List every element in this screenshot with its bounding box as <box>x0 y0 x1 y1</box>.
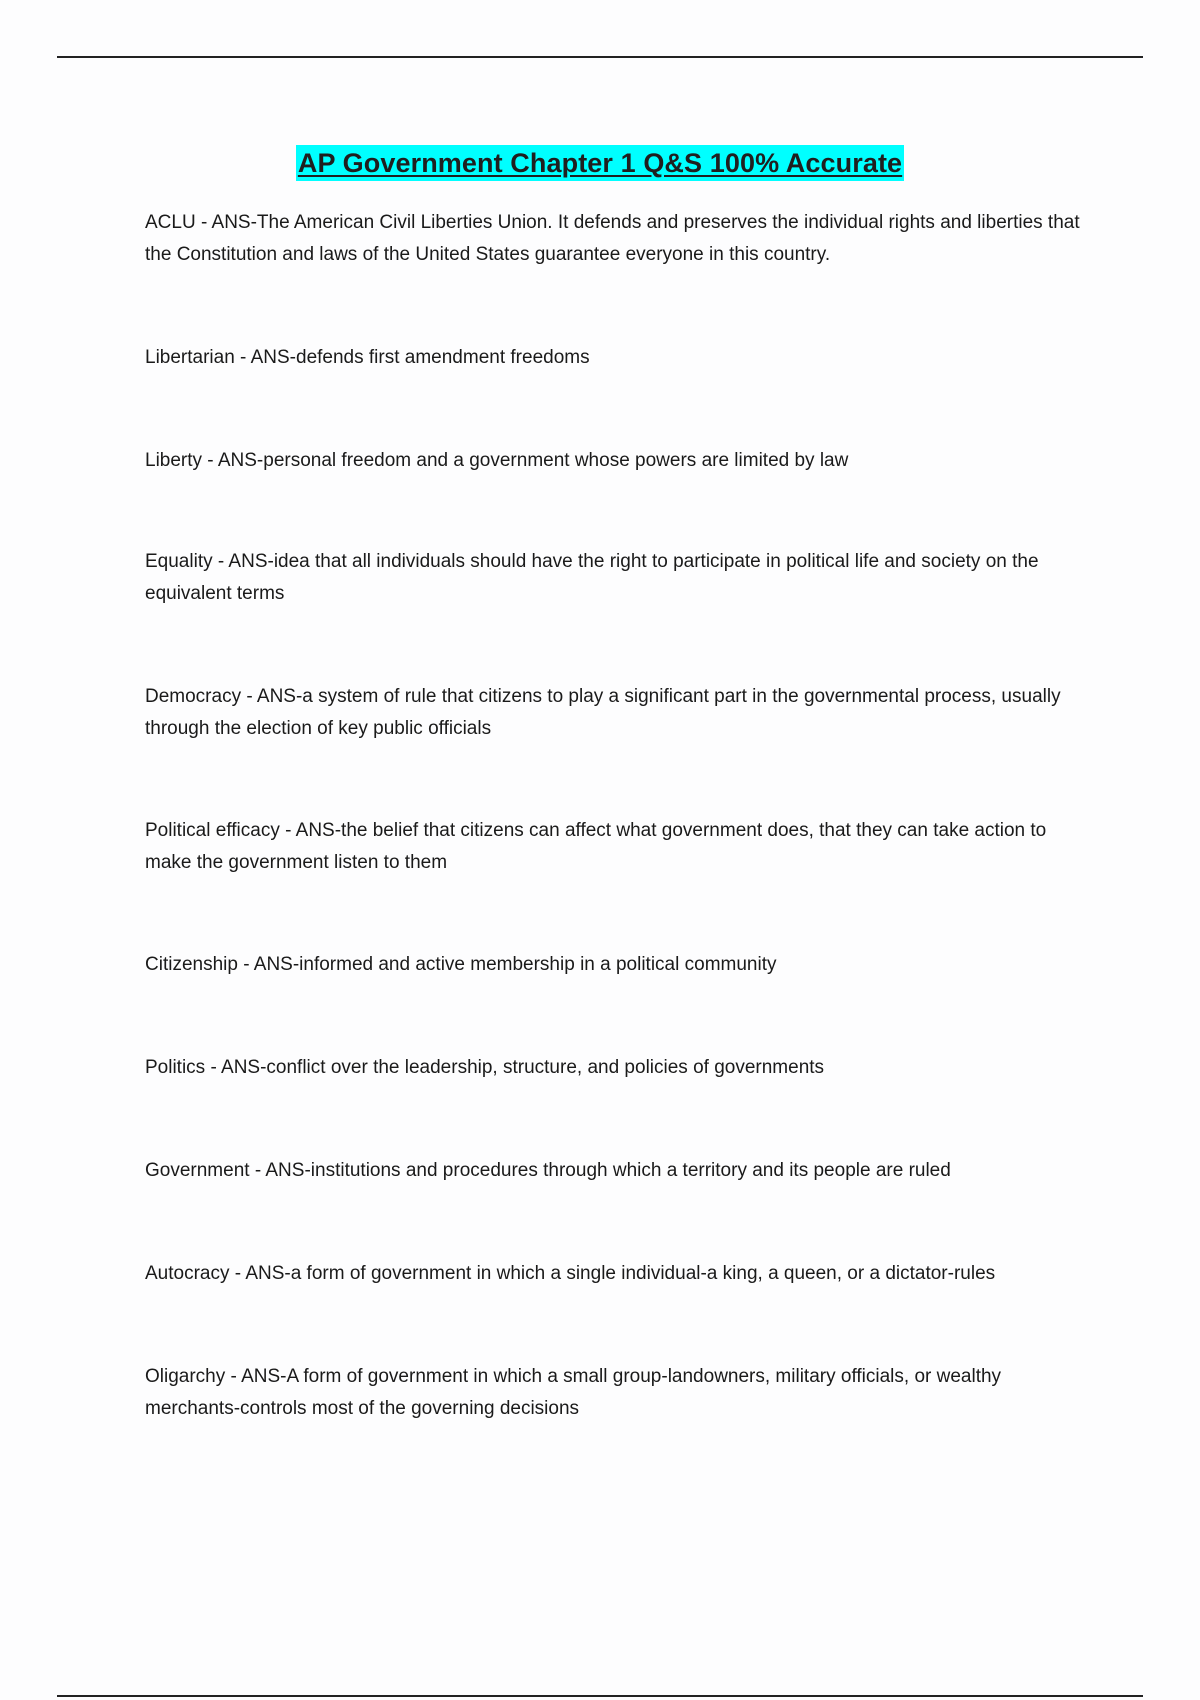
qa-entry-oligarchy: Oligarchy - ANS-A form of government in which a small group-landowners, military officials, or wealthy merchants-controls most of the governing decisions <box>145 1366 1002 1419</box>
qa-entry-government: Government - ANS-institutions and procedures through which a territory and its people are ruled <box>145 1160 951 1181</box>
qa-entry-liberty: Liberty - ANS-personal freedom and a government whose powers are limited by law <box>145 450 849 471</box>
title-container <box>0 145 1200 181</box>
header-rule <box>57 56 1143 58</box>
qa-entry-libertarian: Libertarian - ANS-defends first amendment freedoms <box>145 347 590 368</box>
document-title: AP Government Chapter 1 Q&S 100% Accurate <box>296 145 904 181</box>
qa-entry-autocracy: Autocracy - ANS-a form of government in which a single individual-a king, a queen, or a dictator-rules <box>145 1263 996 1284</box>
qa-entry-equality: Equality - ANS-idea that all individuals should have the right to participate in political life and society on the equivalent terms <box>145 551 1039 604</box>
qa-entry-aclu: ACLU - ANS-The American Civil Liberties Union. It defends and preserves the individual rights and liberties that the Constitution and laws of the United States guarantee everyone in this country. <box>145 212 1080 265</box>
qa-entry-democracy: Democracy - ANS-a system of rule that citizens to play a significant part in the governmental process, usually through the election of key public officials <box>145 686 1061 739</box>
qa-entry-citizenship: Citizenship - ANS-informed and active membership in a political community <box>145 954 777 975</box>
qa-entry-politics: Politics - ANS-conflict over the leadership, structure, and policies of governments <box>145 1057 825 1078</box>
qa-entry-political-efficacy: Political efficacy - ANS-the belief that citizens can affect what government does, that they can take action to make the government listen to them <box>145 820 1047 873</box>
footer-rule <box>57 1695 1143 1697</box>
